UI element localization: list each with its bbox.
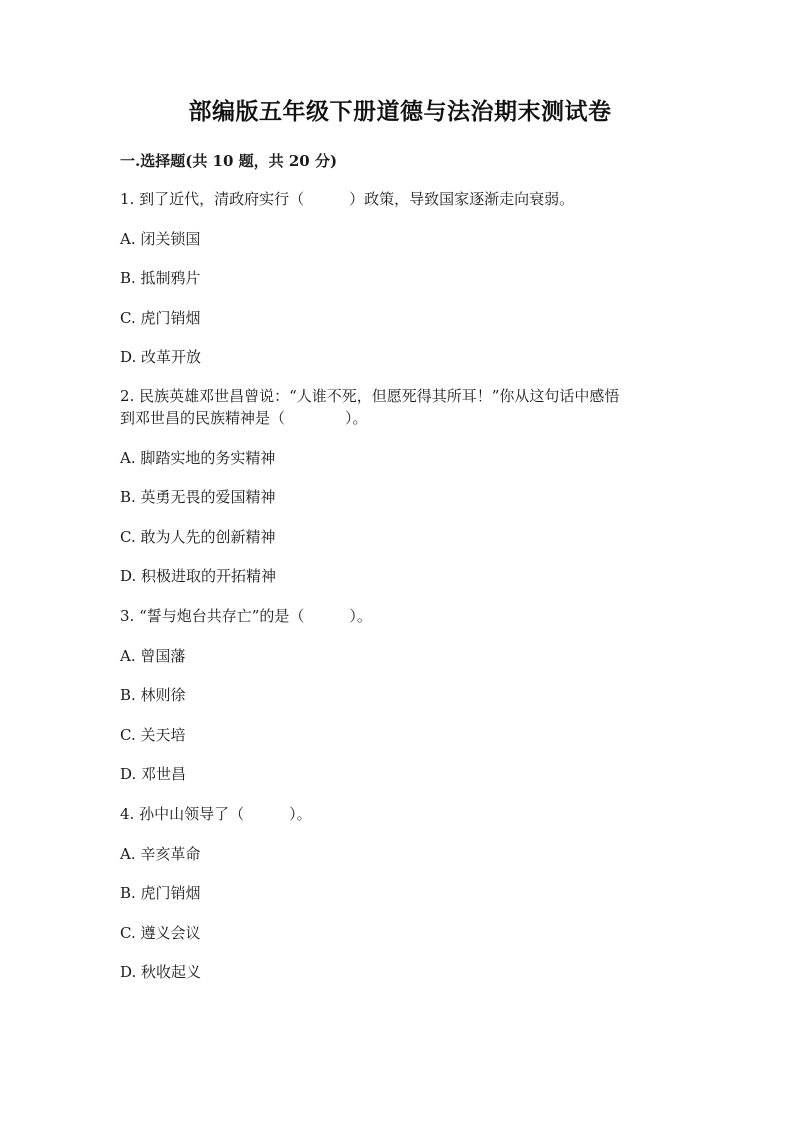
- question-1-text: 1. 到了近代，清政府实行（ ）政策，导致国家逐渐走向衰弱。: [120, 190, 575, 208]
- section-heading: 一.选择题(共 10 题，共 20 分): [120, 152, 338, 170]
- question-1-option-c: C. 虎门销烟: [120, 309, 201, 327]
- question-2-option-c: C. 敢为人先的创新精神: [120, 528, 276, 546]
- question-3-option-c: C. 关天培: [120, 726, 186, 744]
- question-1-option-a: A. 闭关锁国: [120, 230, 201, 248]
- question-2-option-b: B. 英勇无畏的爱国精神: [120, 488, 276, 506]
- question-2-option-a: A. 脚踏实地的务实精神: [120, 449, 276, 467]
- page-title: 部编版五年级下册道德与法治期末测试卷: [188, 98, 612, 125]
- question-2-text-line1: 2. 民族英雄邓世昌曾说：“人谁不死，但愿死得其所耳！”你从这句话中感悟: [120, 387, 620, 405]
- question-4-option-d: D. 秋收起义: [120, 963, 202, 981]
- question-1-option-b: B. 抵制鸦片: [120, 269, 201, 287]
- question-1-option-d: D. 改革开放: [120, 348, 202, 366]
- question-3-option-a: A. 曾国藩: [120, 647, 186, 665]
- question-4-option-a: A. 辛亥革命: [120, 845, 201, 863]
- question-3-option-b: B. 林则徐: [120, 686, 186, 704]
- question-4-option-b: B. 虎门销烟: [120, 884, 201, 902]
- question-4-option-c: C. 遵义会议: [120, 924, 201, 942]
- question-3-option-d: D. 邓世昌: [120, 765, 187, 783]
- question-4-text: 4. 孙中山领导了（ ）。: [120, 805, 312, 823]
- question-2-text-line2: 到邓世昌的民族精神是（ ）。: [120, 409, 368, 427]
- question-3-text: 3. “誓与炮台共存亡”的是（ ）。: [120, 607, 372, 625]
- question-2-option-d: D. 积极进取的开拓精神: [120, 567, 277, 585]
